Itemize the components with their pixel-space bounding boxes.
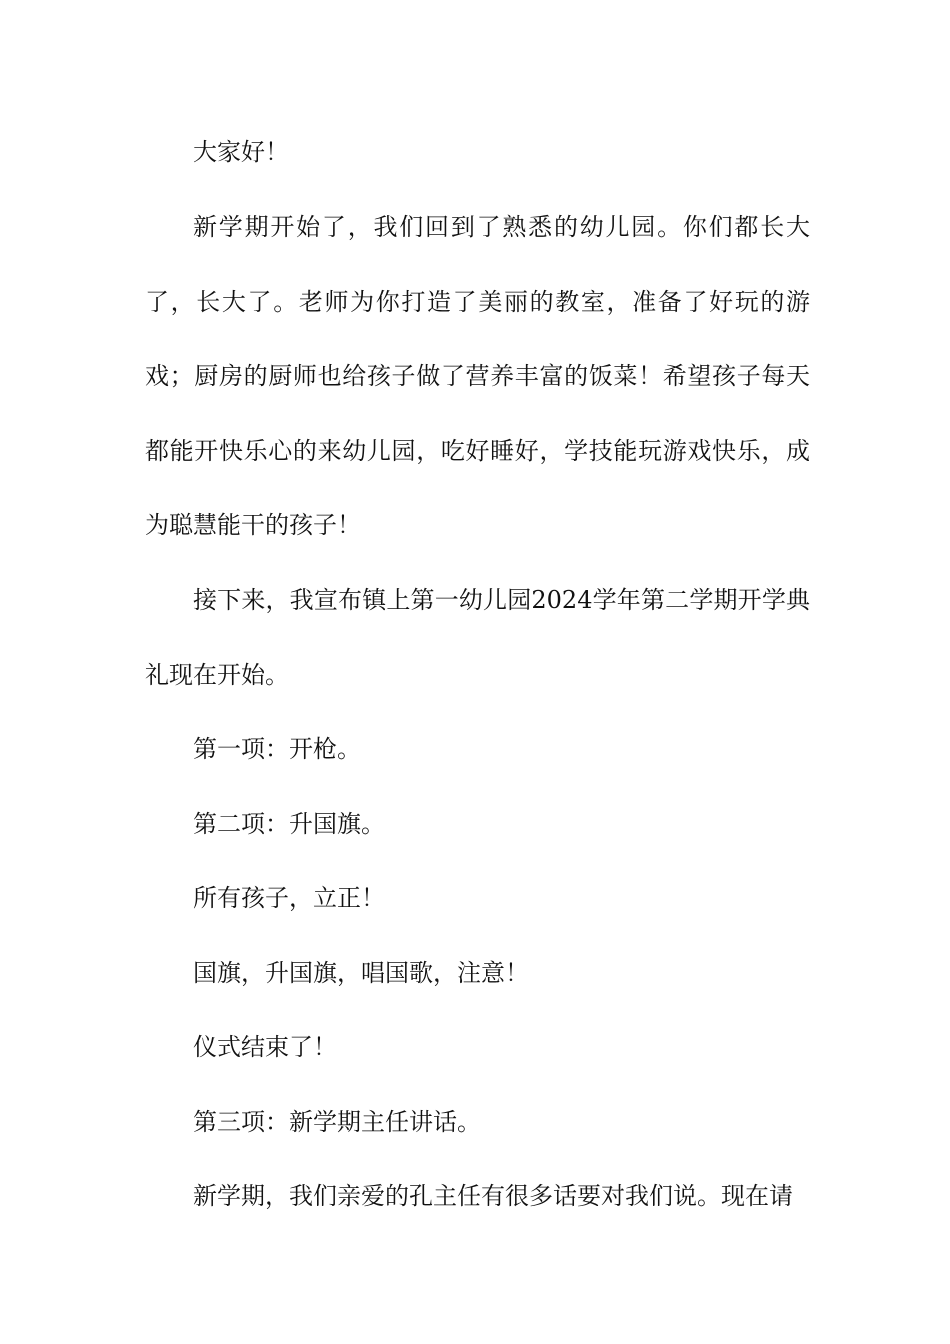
paragraph-item-3: 第三项：新学期主任讲话。	[193, 1108, 481, 1136]
paragraph-item-1: 第一项：开枪。	[193, 735, 361, 763]
paragraph-intro: 新学期开始了，我们回到了熟悉的幼儿园。你们都长大了，长大了。老师为你打造了美丽的教室，准备了好玩的游戏；厨房的厨师也给孩子做了营养丰富的饭菜！希望孩子每天都能开快乐心的来幼儿园，吃好睡好，学技能玩游戏快乐，成为聪慧能干的孩子！	[145, 213, 810, 539]
paragraph-greeting: 大家好！	[193, 138, 289, 166]
paragraph-command-stand: 所有孩子，立正！	[193, 884, 385, 912]
paragraph-announcement: 接下来，我宣布镇上第一幼儿园2024学年第二学期开学典礼现在开始。	[145, 586, 810, 689]
paragraph-item-2: 第二项：升国旗。	[193, 810, 385, 838]
paragraph-director-intro: 新学期，我们亲爱的孔主任有很多话要对我们说。现在请	[193, 1182, 793, 1210]
paragraph-ceremony-end: 仪式结束了！	[193, 1033, 337, 1061]
paragraph-command-flag: 国旗，升国旗，唱国歌，注意！	[193, 959, 529, 987]
